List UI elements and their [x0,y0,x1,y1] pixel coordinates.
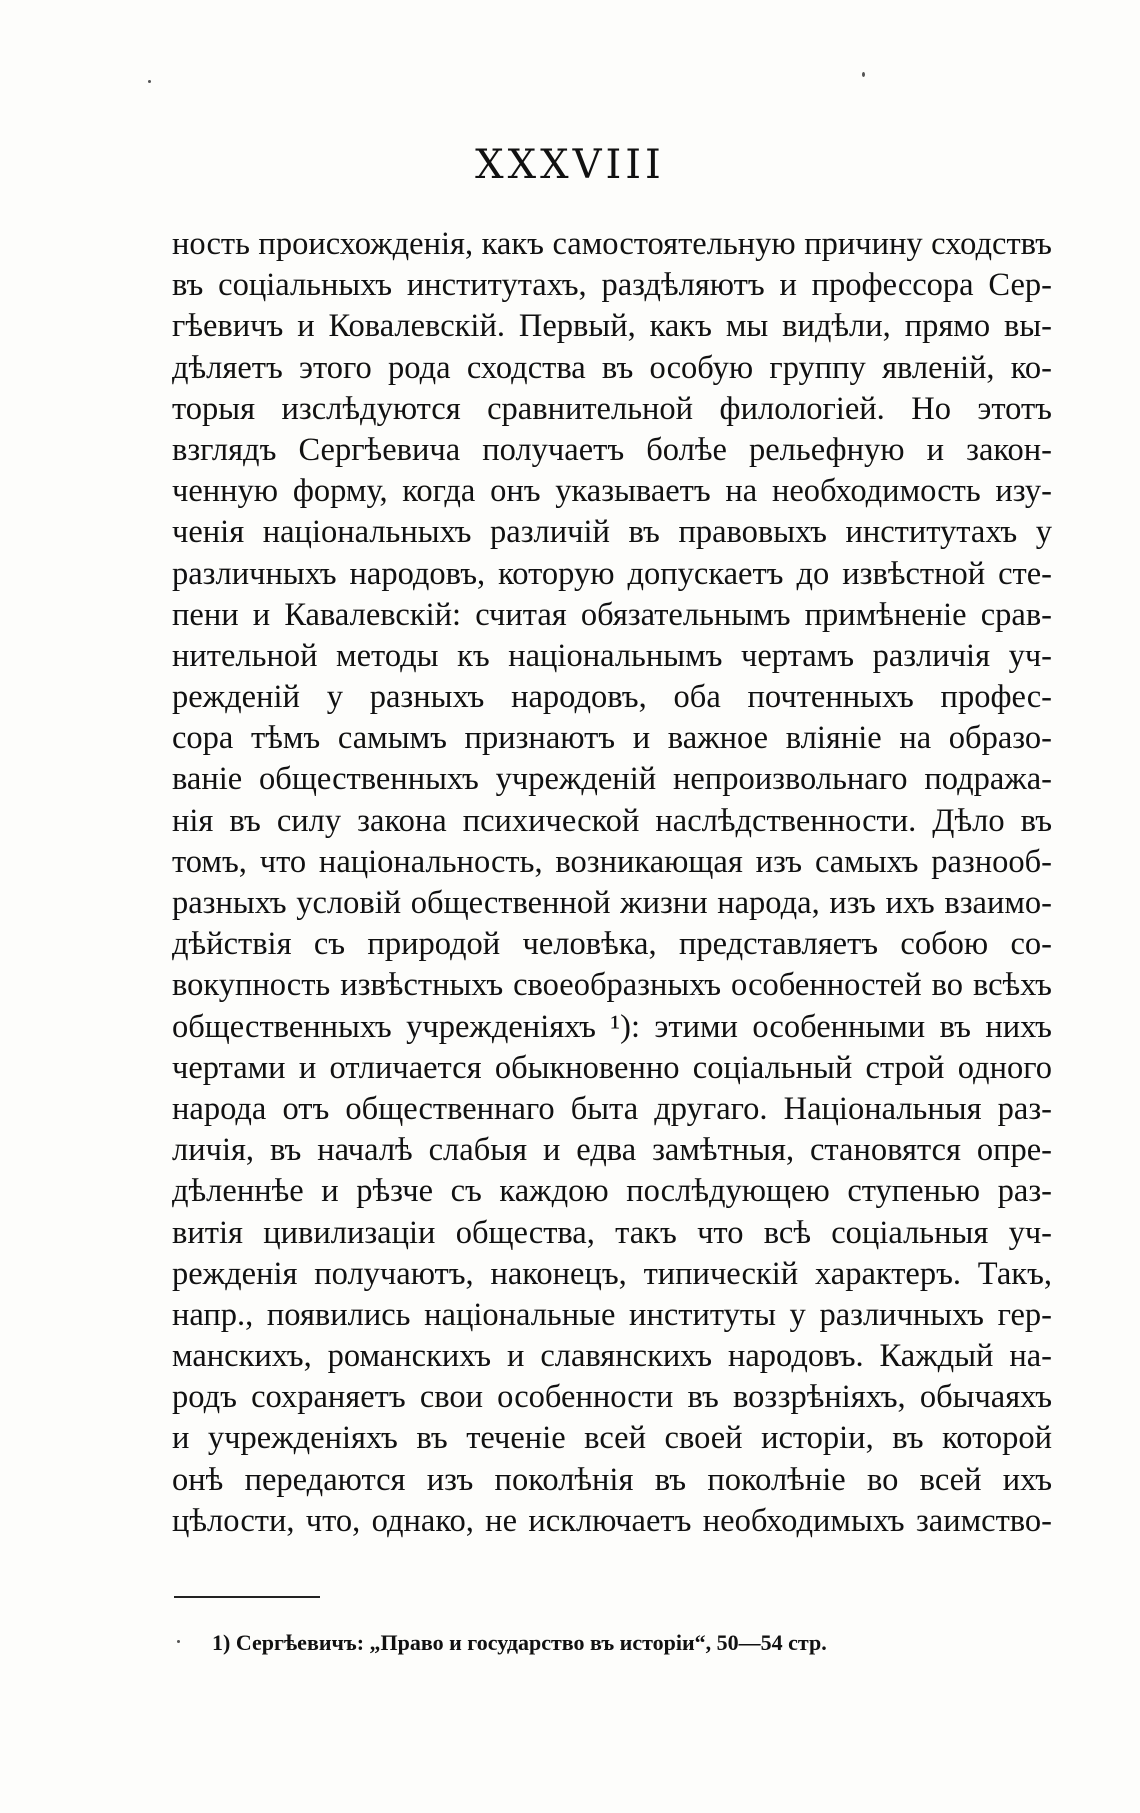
text-line: сора тѣмъ самымъ признаютъ и важное вліяніе на образо- [172,720,1052,757]
text-line: режденій у разныхъ народовъ, оба почтенныхъ профес- [172,679,1052,716]
text-line: цѣлости, что, однако, не исключаетъ необходимыхъ заимство- [172,1502,1052,1539]
text-line: въ соціальныхъ институтахъ, раздѣляютъ и профессора Сер- [172,267,1052,304]
body-text [172,224,1052,1542]
footnote: 1) Сергѣевичъ: „Право и государство въ исторіи“, 50—54 стр. [212,1630,827,1655]
scan-speck [148,80,151,83]
scan-speck [177,1640,180,1643]
text-line: торыя изслѣдуются сравнительной филологіей. Но этотъ [172,390,1052,427]
text-line: гѣевичъ и Ковалевскій. Первый, какъ мы видѣли, прямо вы- [172,308,1052,345]
footnote-divider [174,1596,320,1598]
text-line: народа отъ общественнаго быта другаго. Національныя раз- [172,1090,1052,1127]
text-line: ваніе общественныхъ учрежденій непроизвольнаго подража- [172,761,1052,798]
text-line: ченную форму, когда онъ указываетъ на необходимость изу- [172,473,1052,510]
text-line: общественныхъ учрежденіяхъ ¹): этими особенными въ нихъ [172,1008,1052,1045]
text-line: режденія получаютъ, наконецъ, типическій характеръ. Такъ, [172,1255,1052,1292]
text-line: манскихъ, романскихъ и славянскихъ народовъ. Каждый на- [172,1338,1052,1375]
text-line: напр., появились національные институты у различныхъ гер- [172,1296,1052,1333]
text-line: нительной методы къ національнымъ чертамъ различія уч- [172,637,1052,674]
text-line: дѣленнѣе и рѣзче съ каждою послѣдующею ступенью раз- [172,1173,1052,1210]
text-line: родъ сохраняетъ свои особенности въ воззрѣніяхъ, обычаяхъ [172,1379,1052,1416]
text-line: взглядъ Сергѣевича получаетъ болѣе рельефную и закон- [172,431,1052,468]
text-line: ность происхожденія, какъ самостоятельную причину сходствъ [172,226,1052,262]
text-line: нія въ силу закона психической наслѣдственности. Дѣло въ [172,802,1052,839]
text-line: томъ, что національность, возникающая изъ самыхъ разнооб- [172,843,1052,880]
page-number: XXXVIII [475,142,665,188]
text-line: онѣ передаются изъ поколѣнія въ поколѣніе во всей ихъ [172,1461,1052,1498]
text-line: различныхъ народовъ, которую допускаетъ до извѣстной сте- [172,555,1052,592]
text-line: чертами и отличается обыкновенно соціальный строй одного [172,1049,1052,1086]
scan-speck [862,72,865,77]
text-line: разныхъ условій общественной жизни народа, изъ ихъ взаимо- [172,885,1052,921]
text-line: личія, въ началѣ слабыя и едва замѣтныя, становятся опре- [172,1132,1052,1169]
text-line: вокупность извѣстныхъ своеобразныхъ особенностей во всѣхъ [172,967,1052,1004]
text-line: и учрежденіяхъ въ теченіе всей своей исторіи, въ которой [172,1420,1052,1457]
text-line: пени и Кавалевскій: считая обязательнымъ примѣненіе срав- [172,596,1052,633]
text-line: витія цивилизаціи общества, такъ что всѣ соціальныя уч- [172,1214,1052,1251]
text-line: дѣйствія съ природой человѣка, представляетъ собою со- [172,926,1052,963]
text-line: дѣляетъ этого рода сходства въ особую группу явленій, ко- [172,349,1052,386]
text-line: ченія національныхъ различій въ правовыхъ институтахъ у [172,514,1052,551]
